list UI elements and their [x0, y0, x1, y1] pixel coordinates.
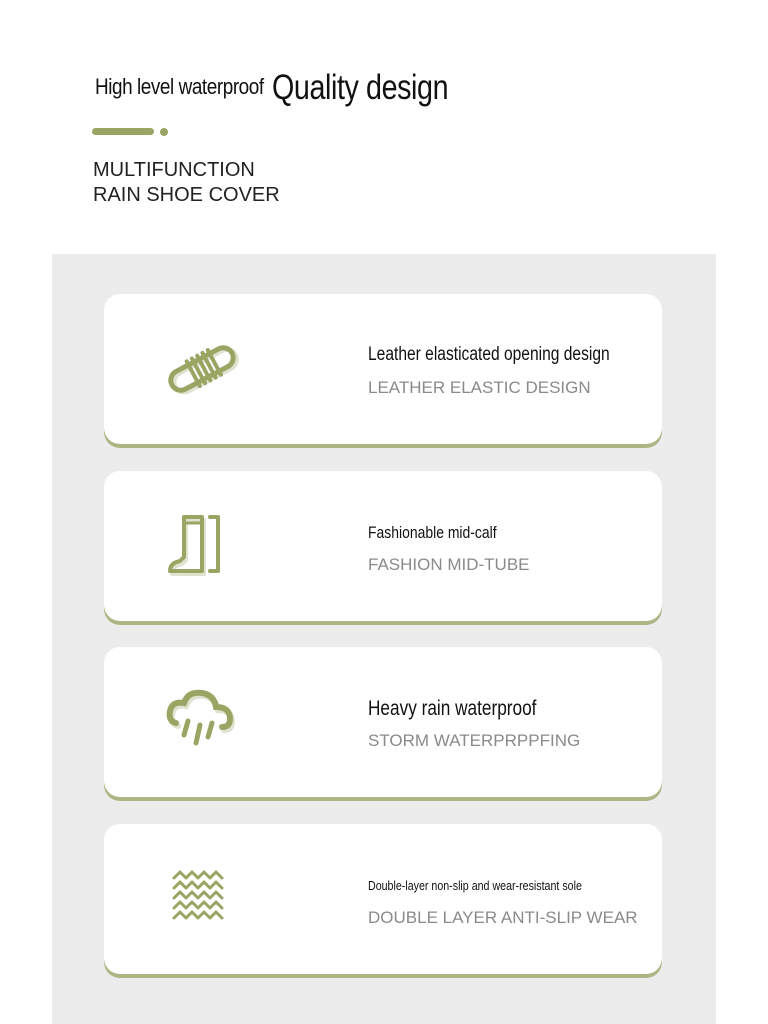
feature-title: Heavy rain waterproof: [368, 697, 537, 720]
boot-icon: [162, 511, 242, 581]
feature-subtitle: LEATHER ELASTIC DESIGN: [368, 378, 591, 397]
features-panel: [52, 254, 716, 1024]
subtitle-line-1: MULTIFUNCTION: [93, 159, 255, 181]
accent-bar: [92, 128, 154, 135]
rain-cloud-icon: [162, 687, 242, 757]
feature-card-elastic: [104, 294, 662, 444]
feature-card-waterproof: [104, 647, 662, 797]
tread-pattern-icon: [162, 864, 242, 934]
feature-card-anti-slip: [104, 824, 662, 974]
page-title: Quality design: [272, 68, 449, 107]
rope-icon: [162, 334, 242, 404]
subtitle: [93, 158, 280, 208]
feature-subtitle: FASHION MID-TUBE: [368, 555, 530, 574]
feature-subtitle: DOUBLE LAYER ANTI-SLIP WEAR: [368, 908, 638, 927]
feature-card-mid-calf: [104, 471, 662, 621]
header: [0, 0, 768, 254]
feature-title: Fashionable mid-calf: [368, 523, 497, 542]
feature-title: Leather elasticated opening design: [368, 344, 610, 365]
feature-title: Double-layer non-slip and wear-resistant sole: [368, 878, 582, 893]
feature-subtitle: STORM WATERPRPPFING: [368, 731, 581, 750]
accent-dot: [160, 128, 168, 136]
title-small: High level waterproof: [95, 74, 264, 99]
subtitle-line-2: RAIN SHOE COVER: [93, 184, 280, 206]
